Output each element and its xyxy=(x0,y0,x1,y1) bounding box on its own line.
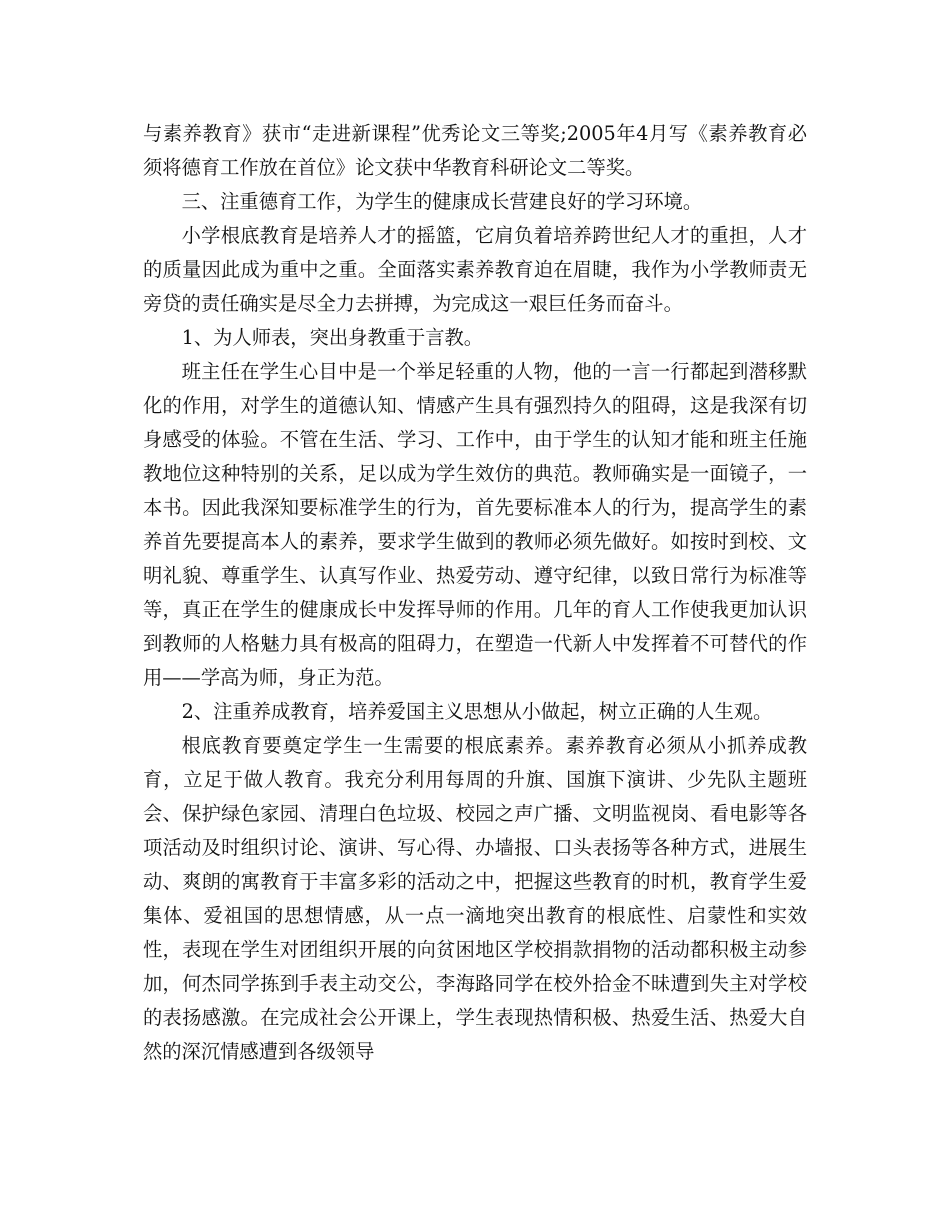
paragraph-award-continuation: 与素养教育》获市“走进新课程”优秀论文三等奖;2005年4月写《素养教育必须将德育工作放在首位》论文获中华教育科研论文二等奖。 xyxy=(143,122,807,179)
document-body xyxy=(143,117,807,1069)
paragraph-habit-education: 根底教育要奠定学生一生需要的根底素养。素养教育必须从小抓养成教育，立足于做人教育。我充分利用每周的升旗、国旗下演讲、少先队主题班会、保护绿色家园、清理白色垃圾、校园之声广播、文明监视岗、看电影等各项活动及时组织讨论、演讲、写心得、办墙报、口头表扬等各种方式，进展生动、爽朗的寓教育于丰富多彩的活动之中，把握这些教育的时机，教育学生爱集体、爱祖国的思想情感，从一点一滴地突出教育的根底性、启蒙性和实效性，表现在学生对团组织开展的向贫困地区学校捐款捐物的活动都积极主动参加，何杰同学拣到手表主动交公，李海路同学在校外拾金不昧遭到失主对学校的表扬感激。在完成社会公开课上，学生表现热情积极、热爱生活、热爱大自然的深沉情感遭到各级领导 xyxy=(143,734,807,1063)
paragraph-primary-education: 小学根底教育是培养人才的摇篮，它肩负着培养跨世纪人才的重担，人才的质量因此成为重中之重。全面落实素养教育迫在眉睫，我作为小学教师责无旁贷的责任确实是尽全力去拼搏，为完成这一艰巨任务而奋斗。 xyxy=(143,224,807,315)
subheading-habit-formation: 2、注重养成教育，培养爱国主义思想从小做起，树立正确的人生观。 xyxy=(181,700,773,723)
paragraph-teacher-example: 班主任在学生心目中是一个举足轻重的人物，他的一言一行都起到潜移默化的作用，对学生的道德认知、情感产生具有强烈持久的阻碍，这是我深有切身感受的体验。不管在生活、学习、工作中，由于学生的认知才能和班主任施教地位这种特别的关系，足以成为学生效仿的典范。教师确实是一面镜子，一本书。因此我深知要标准学生的行为，首先要标准本人的行为，提高学生的素养首先要提高本人的素养，要求学生做到的教师必须先做好。如按时到校、文明礼貌、尊重学生、认真写作业、热爱劳动、遵守纪律，以致日常行为标准等等，真正在学生的健康成长中发挥导师的作用。几年的育人工作使我更加认识到教师的人格魅力具有极高的阻碍力，在塑造一代新人中发挥着不可替代的作用——学高为师，身正为范。 xyxy=(143,360,807,689)
subheading-role-model: 1、为人师表，突出身教重于言教。 xyxy=(181,326,484,349)
section-heading-moral-education: 三、注重德育工作，为学生的健康成长营建良好的学习环境。 xyxy=(181,190,703,213)
